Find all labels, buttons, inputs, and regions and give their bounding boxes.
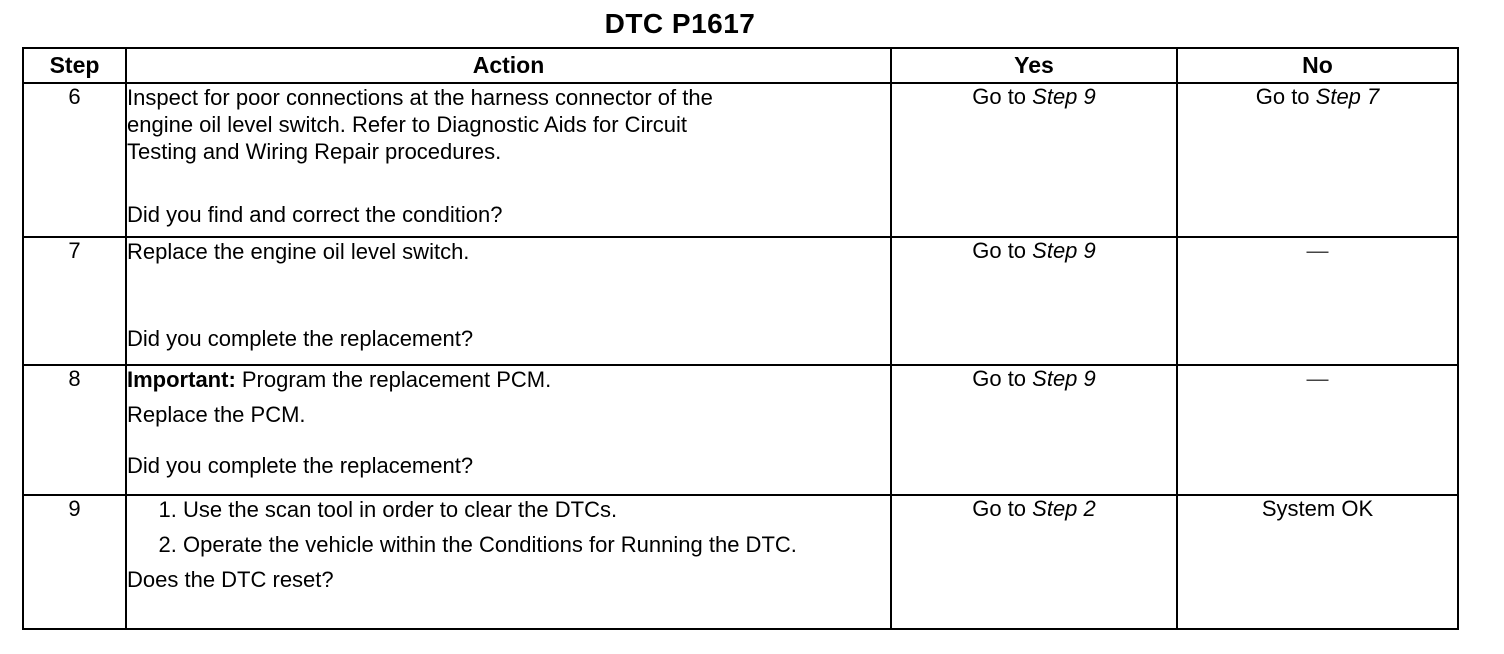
- step-number: 9: [23, 495, 126, 629]
- no-prefix: Go to: [1255, 84, 1316, 109]
- step-number: 7: [23, 237, 126, 365]
- table-row: [23, 365, 1458, 495]
- header-action: Action: [126, 48, 891, 83]
- action-cell: [126, 237, 891, 365]
- action-line: Testing and Wiring Repair procedures.: [127, 139, 502, 164]
- action-steps-list: [127, 496, 890, 558]
- important-label: Important:: [127, 367, 236, 392]
- no-cell: [1177, 83, 1458, 237]
- table-row: [23, 495, 1458, 629]
- header-yes: Yes: [891, 48, 1177, 83]
- yes-prefix: Go to: [972, 84, 1033, 109]
- step-number: 6: [23, 83, 126, 237]
- no-cell: System OK: [1177, 495, 1458, 629]
- action-text: Replace the PCM.: [127, 402, 306, 427]
- yes-prefix: Go to: [972, 238, 1033, 263]
- header-row: [23, 48, 1458, 83]
- dtc-table: [22, 47, 1459, 630]
- no-cell: —: [1177, 365, 1458, 495]
- action-question: Does the DTC reset?: [127, 567, 334, 592]
- action-question: Did you complete the replacement?: [127, 453, 474, 478]
- yes-prefix: Go to: [972, 496, 1033, 521]
- table-row: [23, 83, 1458, 237]
- header-no: No: [1177, 48, 1458, 83]
- yes-step-ref: Step 9: [1032, 84, 1096, 109]
- step-number: 8: [23, 365, 126, 495]
- yes-step-ref: Step 9: [1032, 238, 1096, 263]
- action-line: Inspect for poor connections at the harness connector of the: [127, 85, 713, 110]
- important-note: [127, 366, 890, 393]
- action-cell: [126, 495, 891, 629]
- action-question: Did you find and correct the condition?: [127, 202, 503, 227]
- action-cell: [126, 83, 891, 237]
- action-text: [127, 84, 890, 165]
- list-item: 2. Operate the vehicle within the Conditions for Running the DTC.: [183, 531, 803, 558]
- page-title: DTC P1617: [604, 8, 756, 39]
- list-item: 1. Use the scan tool in order to clear the DTCs.: [183, 496, 890, 523]
- table-row: [23, 237, 1458, 365]
- action-line: engine oil level switch. Refer to Diagnostic Aids for Circuit: [127, 112, 688, 137]
- header-step: Step: [23, 48, 126, 83]
- action-cell: [126, 365, 891, 495]
- no-cell: —: [1177, 237, 1458, 365]
- action-text: Replace the engine oil level switch.: [127, 239, 470, 264]
- yes-cell: [891, 237, 1177, 365]
- yes-cell: [891, 495, 1177, 629]
- no-step-ref: Step 7: [1315, 84, 1380, 109]
- important-text: Program the replacement PCM.: [235, 367, 552, 392]
- action-question: Did you complete the replacement?: [127, 326, 474, 351]
- yes-cell: [891, 83, 1177, 237]
- yes-step-ref: Step 9: [1032, 366, 1096, 391]
- yes-cell: [891, 365, 1177, 495]
- yes-step-ref: Step 2: [1032, 496, 1096, 521]
- yes-prefix: Go to: [972, 366, 1033, 391]
